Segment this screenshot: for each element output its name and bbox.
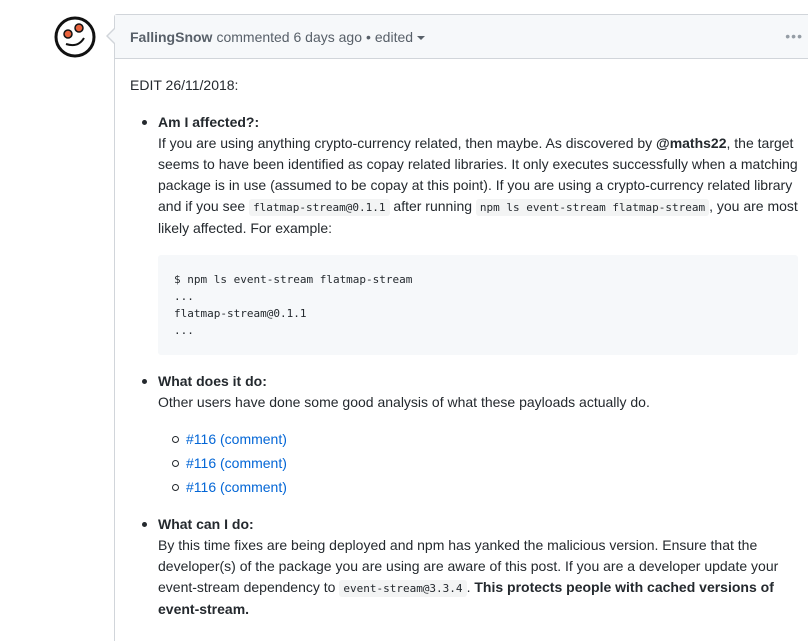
edited-dropdown[interactable] bbox=[375, 29, 425, 45]
bold-note: This protects people with cached versions of event-stream. bbox=[158, 579, 774, 617]
code-line: ... bbox=[174, 324, 194, 337]
does-title: What does it do: bbox=[158, 373, 267, 389]
issue-comment-link[interactable]: #116 (comment) bbox=[186, 479, 287, 495]
inline-code: npm ls event-stream flatmap-stream bbox=[476, 199, 709, 216]
comment-timestamp[interactable]: commented 6 days ago bbox=[216, 28, 362, 45]
comment-card bbox=[114, 14, 808, 641]
user-mention[interactable]: @maths22 bbox=[656, 135, 727, 151]
list-item bbox=[186, 429, 798, 450]
affected-text: If you are using anything crypto-currency related, then maybe. As discovered by @maths22, the target seems to have been identified as copay related libraries. It only executes successfully when a matching package is in use (assumed to be copay at this point). If you are using a crypto-currency related library and if you see flatmap-stream@0.1.1 after running npm ls event-stream flatmap-stream , you are most likely affected. For example: bbox=[158, 135, 798, 236]
issue-link-list bbox=[158, 429, 798, 498]
issue-comment-link[interactable]: #116 (comment) bbox=[186, 455, 287, 471]
code-line: flatmap-stream@0.1.1 bbox=[174, 307, 307, 320]
inline-code: flatmap-stream@0.1.1 bbox=[249, 199, 389, 216]
list-item-what-does bbox=[158, 371, 798, 498]
caret-down-icon bbox=[417, 36, 425, 40]
does-text: Other users have done some good analysis of what these payloads actually do. bbox=[158, 394, 650, 410]
code-line: ... bbox=[174, 290, 194, 303]
list-item bbox=[186, 453, 798, 474]
cando-text: By this time fixes are being deployed and npm has yanked the malicious version. Ensure that the developer(s) of the package you are using are aware of this post. If you are a developer update your event-stream dependency to event-stream@3.3.4 . This protects people with cached versions of event-stream. bbox=[158, 537, 779, 617]
list-item bbox=[186, 477, 798, 498]
edit-note: EDIT 26/11/2018: bbox=[130, 77, 239, 93]
comment-header bbox=[115, 15, 808, 59]
inline-code: event-stream@3.3.4 bbox=[339, 580, 466, 597]
issue-comment-link[interactable]: #116 (comment) bbox=[186, 431, 287, 447]
cando-title: What can I do: bbox=[158, 516, 254, 532]
author-link[interactable]: FallingSnow bbox=[130, 28, 213, 45]
affected-title: Am I affected?: bbox=[158, 114, 260, 130]
comment-body bbox=[115, 59, 808, 620]
faq-list bbox=[130, 112, 798, 620]
header-separator: • bbox=[365, 28, 371, 45]
list-item-what-can bbox=[158, 514, 798, 620]
list-item-affected bbox=[158, 112, 798, 355]
comment-pointer-inner bbox=[108, 29, 115, 43]
code-block bbox=[158, 255, 798, 355]
edited-label: edited bbox=[374, 28, 414, 45]
avatar[interactable] bbox=[52, 14, 98, 60]
kebab-horizontal-icon[interactable]: ••• bbox=[785, 28, 803, 44]
code-line: $ npm ls event-stream flatmap-stream bbox=[174, 273, 413, 286]
